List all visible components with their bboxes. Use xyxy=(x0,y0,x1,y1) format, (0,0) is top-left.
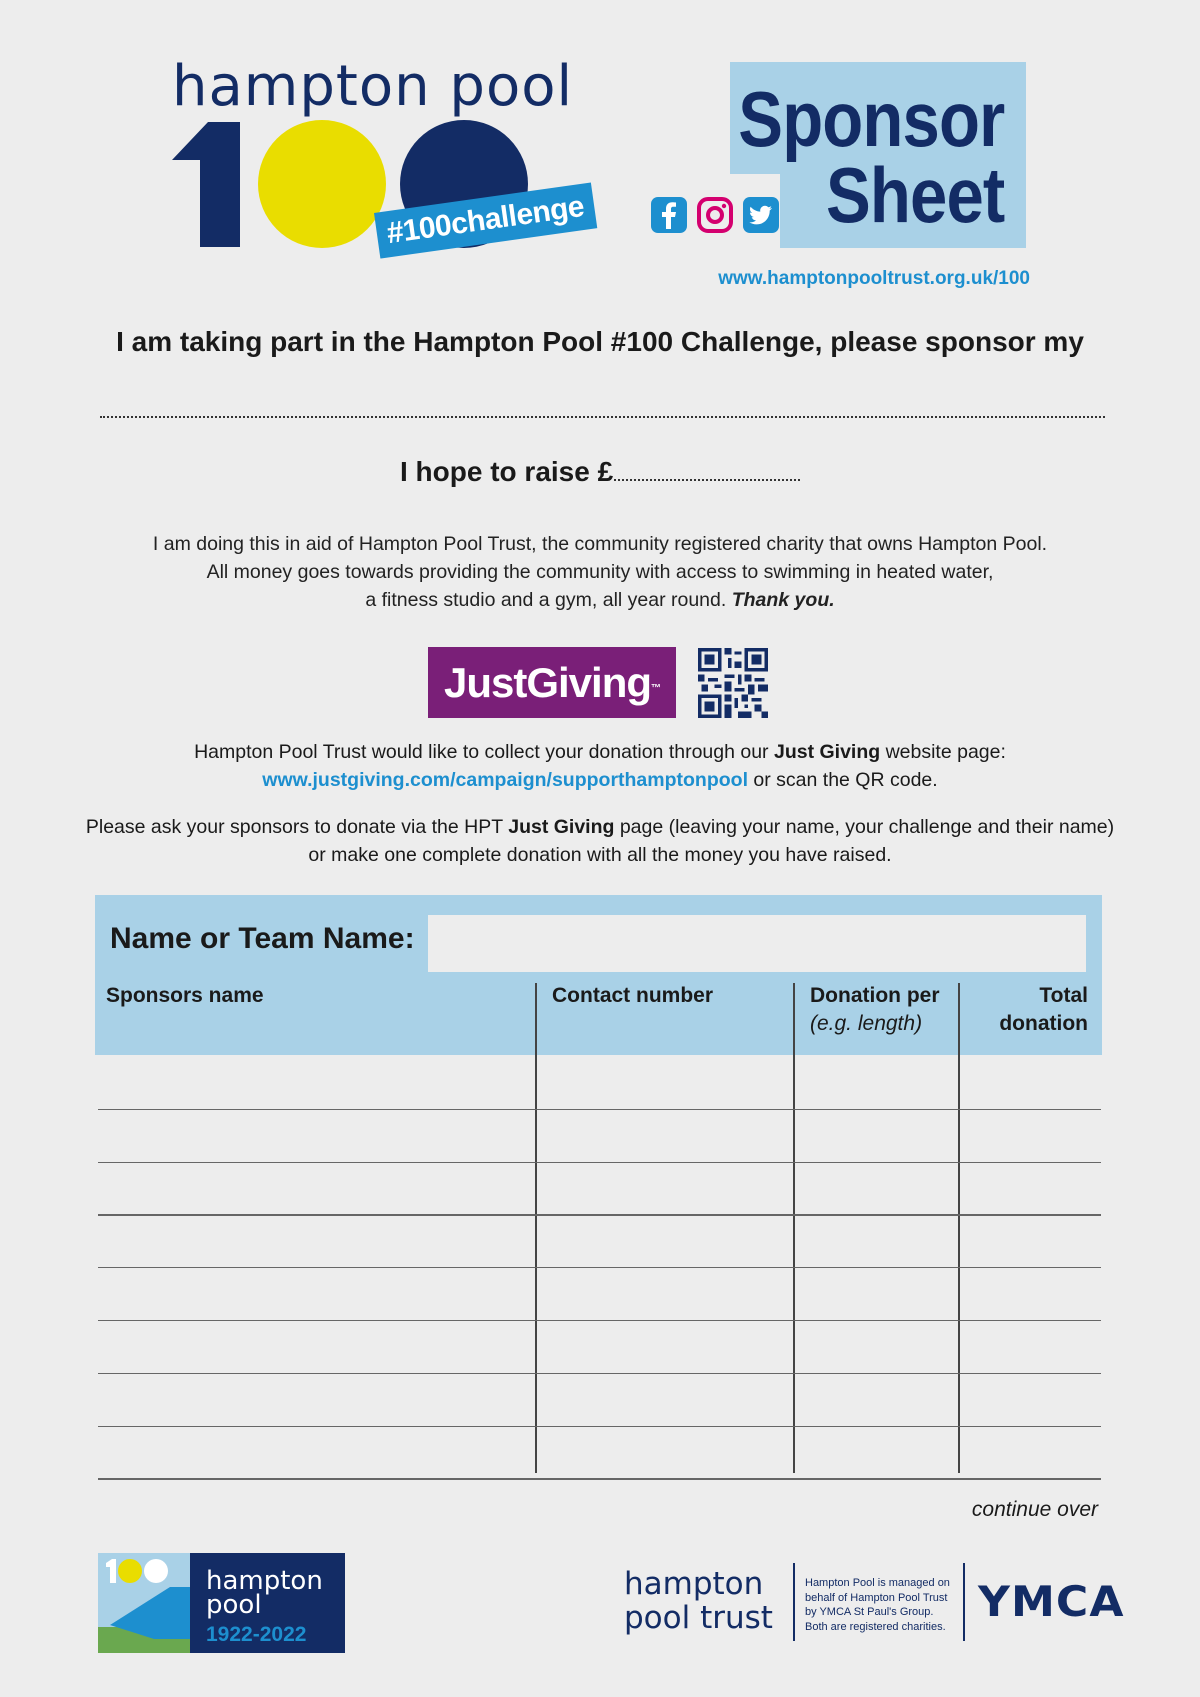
table-row-line xyxy=(98,1267,1101,1268)
sponsor-name-cell[interactable] xyxy=(100,1426,534,1477)
qr-code-icon[interactable] xyxy=(698,648,768,718)
raise-amount-fill-line[interactable] xyxy=(614,467,800,481)
table-row-line xyxy=(98,1214,1101,1215)
table-row-line xyxy=(98,1373,1101,1374)
sponsor-name-cell[interactable] xyxy=(100,1162,534,1213)
footer-logo-brand-2: pool xyxy=(206,1590,262,1620)
aid-line-1: I am doing this in aid of Hampton Pool Trust, the community registered charity that owns Hampton Pool. xyxy=(152,533,1048,555)
ask-text: Please ask your sponsors to donate via the HPT xyxy=(85,816,509,838)
sponsor-name-cell[interactable] xyxy=(100,1214,534,1265)
column-header-sponsor: Sponsors name xyxy=(106,984,264,1007)
trust-line-2: pool trust xyxy=(624,1600,773,1636)
sponsor-name-cell[interactable] xyxy=(100,1109,534,1160)
ask-line-2: or make one complete donation with all the money you have raised. xyxy=(308,844,892,866)
collect-just-giving: Just Giving xyxy=(773,741,881,763)
charity-description xyxy=(0,530,1200,614)
column-divider xyxy=(535,983,537,1473)
donation-instructions xyxy=(0,813,1200,869)
footer-logo-years: 1922-2022 xyxy=(206,1623,307,1646)
managed-line-1: Hampton Pool is managed on xyxy=(805,1577,950,1589)
contact-number-cell[interactable] xyxy=(538,1109,792,1160)
total-donation-cell[interactable] xyxy=(961,1214,1099,1265)
contact-number-cell[interactable] xyxy=(538,1426,792,1477)
sponsor-name-cell[interactable] xyxy=(100,1320,534,1371)
instagram-icon[interactable] xyxy=(696,196,734,234)
trademark-mark: ™ xyxy=(651,683,661,694)
donation-per-cell[interactable] xyxy=(796,1056,957,1107)
ask-text-end: page (leaving your name, your challenge and their name) xyxy=(614,816,1115,838)
trust-line-1: hampton xyxy=(624,1566,764,1602)
hampton-pool-trust-logo xyxy=(624,1567,773,1635)
contact-number-cell[interactable] xyxy=(538,1320,792,1371)
donation-per-cell[interactable] xyxy=(796,1214,957,1265)
column-header-total xyxy=(999,982,1088,1038)
aid-line-3: a fitness studio and a gym, all year round. xyxy=(365,589,727,611)
contact-number-cell[interactable] xyxy=(538,1373,792,1424)
logo-yellow-circle xyxy=(258,120,386,248)
column-divider xyxy=(793,983,795,1473)
challenge-hashtag-badge: #100challenge xyxy=(374,183,597,259)
total-donation-cell[interactable] xyxy=(961,1373,1099,1424)
donation-per-cell[interactable] xyxy=(796,1109,957,1160)
total-donation-cell[interactable] xyxy=(961,1109,1099,1160)
raise-label: I hope to raise £ xyxy=(400,456,614,487)
footer-divider xyxy=(793,1563,795,1641)
website-link[interactable]: www.hamptonpooltrust.org.uk/100 xyxy=(718,268,1030,289)
total-label: Total xyxy=(1039,984,1088,1007)
donation-per-hint: (e.g. length) xyxy=(810,1012,923,1035)
sponsor-name-cell[interactable] xyxy=(100,1373,534,1424)
managed-line-4: Both are registered charities. xyxy=(805,1620,946,1633)
donation-per-label: Donation per xyxy=(810,984,940,1007)
table-row-line xyxy=(98,1162,1101,1163)
donation-label: donation xyxy=(999,1012,1088,1035)
table-row-line xyxy=(98,1320,1101,1321)
justgiving-link[interactable]: www.justgiving.com/campaign/supporthamptonpool xyxy=(262,769,748,791)
managed-line-3: by YMCA St Paul's Group. xyxy=(805,1606,934,1618)
contact-number-cell[interactable] xyxy=(538,1214,792,1265)
footer-divider xyxy=(963,1563,965,1641)
donation-per-cell[interactable] xyxy=(796,1320,957,1371)
twitter-icon[interactable] xyxy=(742,196,780,234)
table-row-line xyxy=(98,1109,1101,1110)
logo-digit-one xyxy=(172,122,240,247)
ymca-logo: YMCA xyxy=(978,1577,1125,1626)
challenge-fill-line[interactable] xyxy=(100,404,1105,418)
continue-over-note: continue over xyxy=(971,1498,1098,1521)
column-divider xyxy=(958,983,960,1473)
aid-line-2: All money goes towards providing the community with access to swimming in heated water, xyxy=(206,561,994,583)
page-title-line2: Sheet xyxy=(825,151,1004,239)
management-note xyxy=(805,1576,950,1634)
scan-qr-text: or scan the QR code. xyxy=(748,769,938,791)
thank-you-text: Thank you. xyxy=(731,589,835,611)
table-row-line xyxy=(98,1478,1101,1479)
justgiving-logo-text: JustGiving xyxy=(443,659,652,706)
sponsor-name-cell[interactable] xyxy=(100,1056,534,1107)
total-donation-cell[interactable] xyxy=(961,1426,1099,1477)
donation-per-cell[interactable] xyxy=(796,1267,957,1318)
column-header-donation-per xyxy=(810,982,940,1038)
challenge-statement: I am taking part in the Hampton Pool #100 Challenge, please sponsor my xyxy=(116,326,1084,357)
footer-logo-brand: hampton xyxy=(206,1566,323,1596)
team-name-label: Name or Team Name: xyxy=(110,922,415,955)
table-row-line xyxy=(98,1426,1101,1427)
managed-line-2: behalf of Hampton Pool Trust xyxy=(805,1591,948,1604)
total-donation-cell[interactable] xyxy=(961,1320,1099,1371)
contact-number-cell[interactable] xyxy=(538,1162,792,1213)
total-donation-cell[interactable] xyxy=(961,1267,1099,1318)
donation-per-cell[interactable] xyxy=(796,1162,957,1213)
page-title-line1: Sponsor xyxy=(737,75,1004,163)
team-name-input[interactable] xyxy=(428,915,1086,972)
total-donation-cell[interactable] xyxy=(961,1162,1099,1213)
total-donation-cell[interactable] xyxy=(961,1056,1099,1107)
facebook-icon[interactable] xyxy=(650,196,688,234)
justgiving-logo[interactable] xyxy=(428,647,676,718)
contact-number-cell[interactable] xyxy=(538,1267,792,1318)
brand-wordmark: hampton pool xyxy=(172,54,574,119)
contact-number-cell[interactable] xyxy=(538,1056,792,1107)
sponsor-name-cell[interactable] xyxy=(100,1267,534,1318)
ask-just-giving: Just Giving xyxy=(508,816,615,838)
collect-text: Hampton Pool Trust would like to collect your donation through our xyxy=(194,741,774,763)
column-header-contact: Contact number xyxy=(552,984,714,1007)
donation-per-cell[interactable] xyxy=(796,1373,957,1424)
collect-text-end: website page: xyxy=(880,741,1006,763)
hampton-pool-centenary-logo xyxy=(98,1553,345,1653)
donation-per-cell[interactable] xyxy=(796,1426,957,1477)
collection-info xyxy=(0,738,1200,794)
